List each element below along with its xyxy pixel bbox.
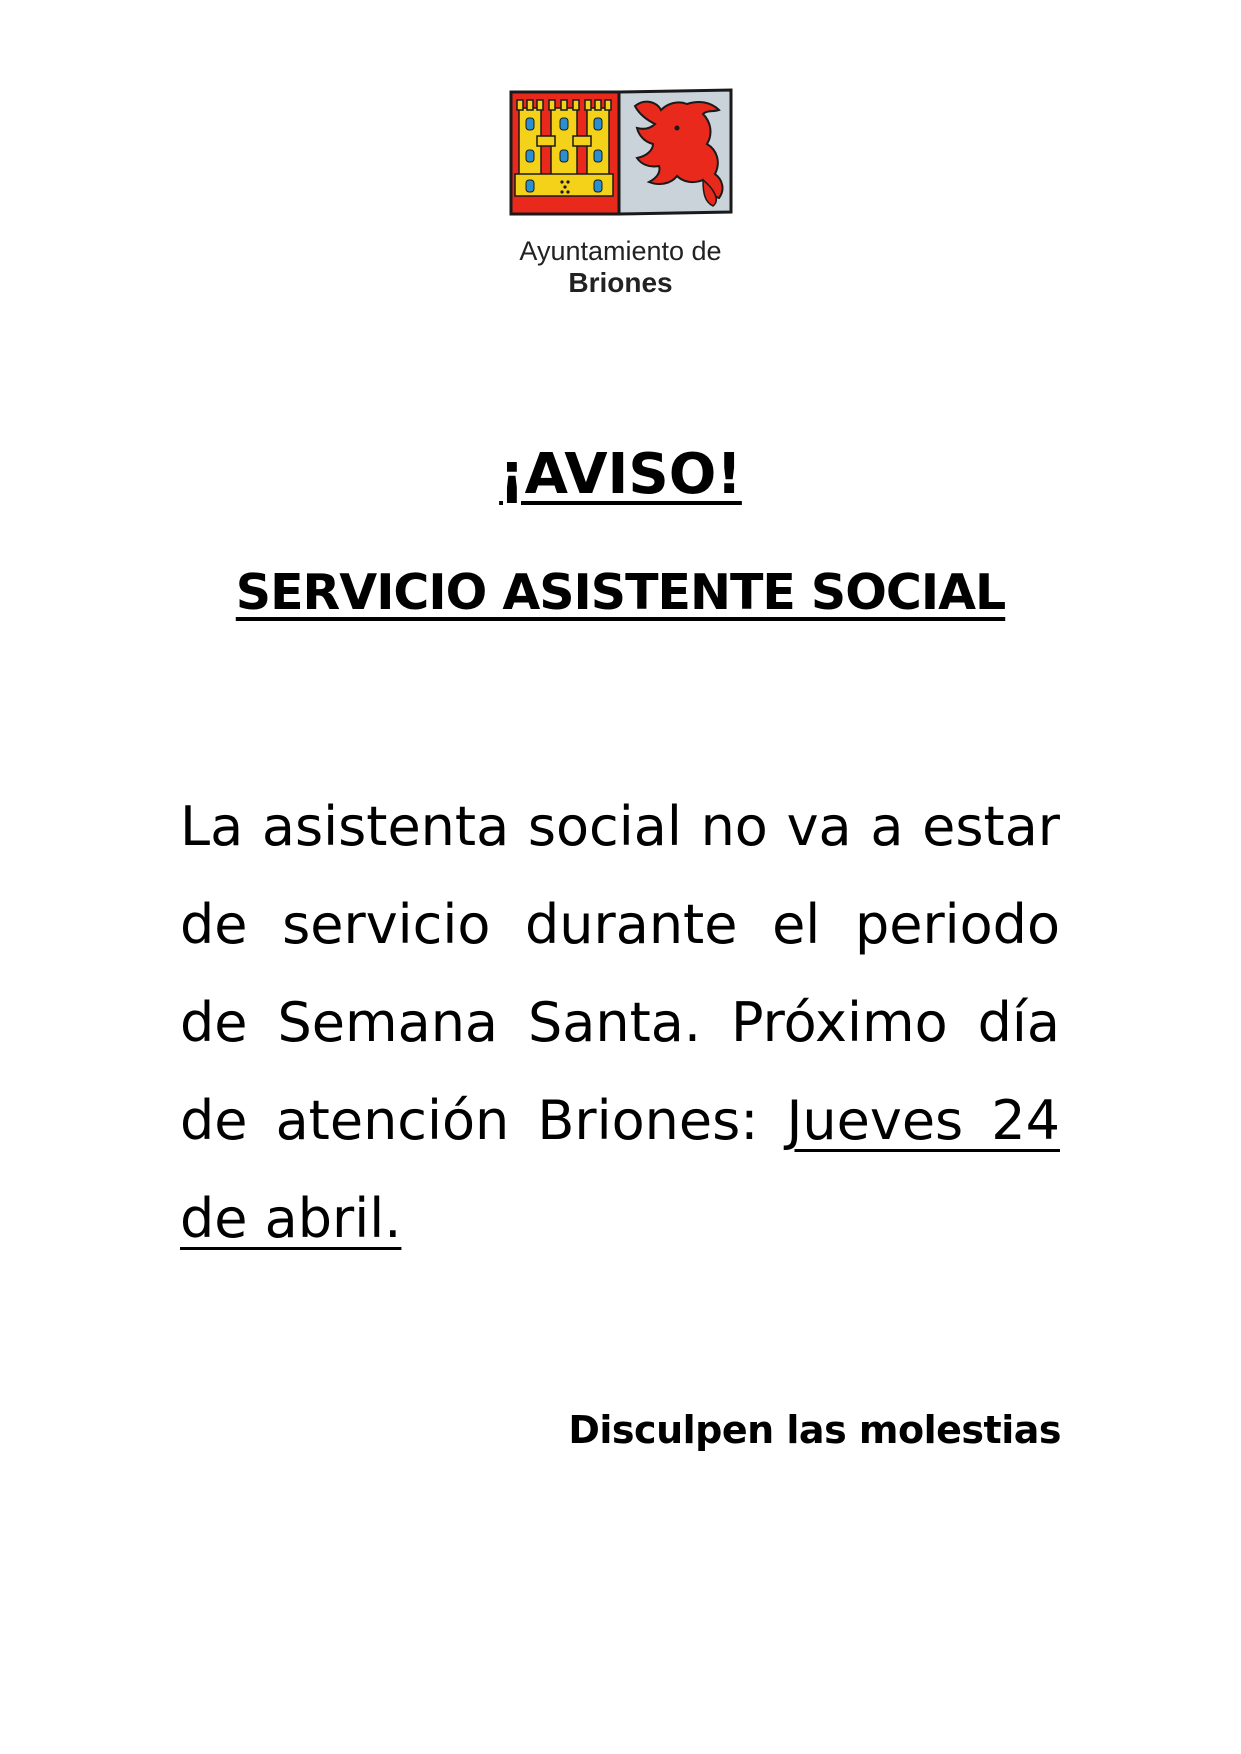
coat-of-arms-icon — [507, 88, 735, 220]
logo-line-town: Briones — [568, 267, 673, 298]
notice-body — [180, 778, 1060, 1268]
notice-title — [0, 440, 1241, 510]
notice-closing: Disculpen las molestias — [568, 1408, 1061, 1452]
notice-subtitle-text: SERVICIO ASISTENTE SOCIAL — [235, 564, 1006, 621]
notice-title-text: ¡AVISO! — [499, 442, 742, 507]
logo-line-municipality: Ayuntamiento de — [519, 236, 722, 266]
notice-body-text: La asistenta social no va a estar de servicio durante el periodo de Semana Santa. Próximo día de atención Briones: — [180, 795, 1060, 1152]
municipality-logo — [0, 88, 1241, 300]
notice-date: Jueves 24 de abril. — [180, 1089, 1060, 1250]
notice-subtitle — [0, 558, 1241, 628]
